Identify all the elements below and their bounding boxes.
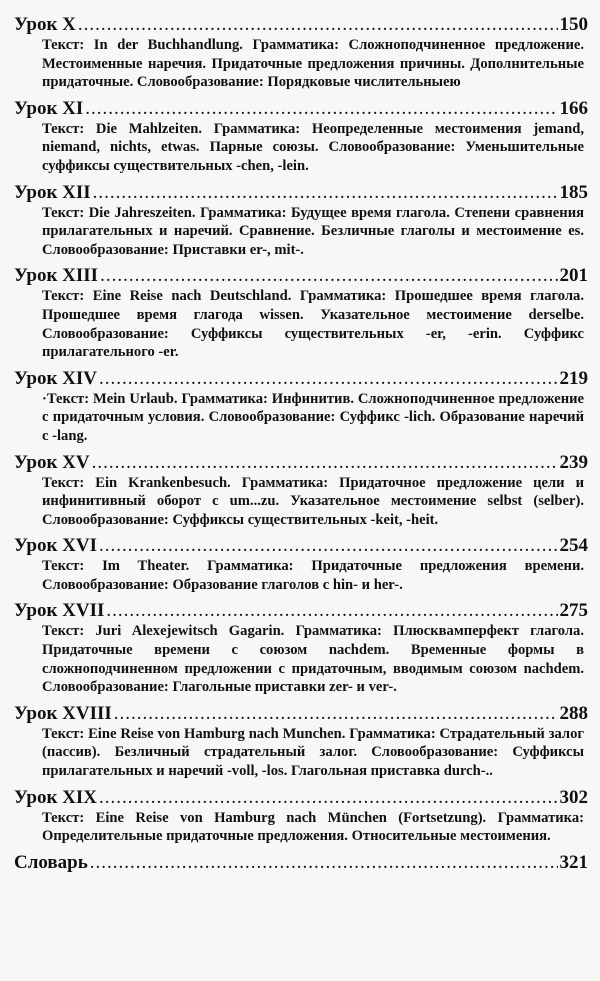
lesson-title: Урок XVII	[14, 600, 105, 622]
toc-heading	[14, 14, 588, 36]
lesson-description: Текст: Eine Reise von Hamburg nach München (Fortsetzung). Грамматика: Определительные придаточные предложения. Относительные местоимения.	[42, 809, 584, 845]
page-number: 288	[559, 702, 588, 724]
toc-heading	[14, 265, 588, 287]
toc-heading	[14, 535, 588, 557]
dot-leader	[93, 182, 558, 204]
toc-heading	[14, 98, 588, 120]
toc-entry-lesson-10	[14, 14, 588, 92]
lesson-title: Урок XIV	[14, 367, 97, 389]
lesson-description: Текст: In der Buchhandlung. Грамматика: Сложноподчиненное предложение. Местоименные наречия. Придаточные предложения причины. Дополнительные придаточные. Словообразование: Порядковые числительныею	[42, 37, 584, 91]
toc-heading	[14, 452, 588, 474]
dot-leader	[99, 368, 558, 390]
dot-leader	[99, 787, 558, 809]
dot-leader	[106, 600, 557, 622]
lesson-description: Текст: Eine Reise nach Deutschland. Грамматика: Прошедшее время глагола. Прошедшее время глагода wissen. Указательное местоимение derselbe. Словообразование: Суффиксы существительных -er, -erin. Суффикс прилагательного -er.	[42, 288, 584, 361]
page-number: 302	[559, 786, 588, 808]
lesson-title: Урок XI	[14, 97, 84, 119]
toc-entry-dictionary	[14, 852, 588, 874]
lesson-description: Текст: Im Theater. Грамматика: Придаточные предложения времени. Словообразование: Образование глаголов с hin- и her-.	[42, 558, 584, 593]
dot-leader	[92, 452, 558, 474]
toc-heading	[14, 368, 588, 390]
toc-entry-lesson-11	[14, 98, 588, 176]
toc-entry-lesson-12	[14, 182, 588, 260]
lesson-description: Текст: Die Jahreszeiten. Грамматика: Будущее время глагола. Степени сравнения прилагательных и наречий. Сравнение. Безличные глаголы и местоимение es. Словообразование: Приставки er-, mit-.	[42, 204, 584, 258]
lesson-title: Урок XV	[14, 451, 90, 473]
dot-leader	[100, 265, 557, 287]
page-number: 219	[559, 367, 588, 389]
lesson-title: Урок X	[14, 14, 76, 35]
page-number: 185	[559, 181, 588, 203]
page-number: 254	[559, 535, 588, 557]
dot-leader	[114, 703, 558, 725]
lesson-title: Урок XII	[14, 181, 91, 203]
lesson-title: Урок XVI	[14, 535, 97, 557]
page-number: 321	[559, 851, 588, 873]
toc-entry-lesson-13	[14, 265, 588, 361]
toc-heading	[14, 787, 588, 809]
page-number: 239	[559, 451, 588, 473]
page-number: 275	[559, 600, 588, 622]
page-number: 201	[559, 265, 588, 287]
dictionary-title: Словарь	[14, 851, 88, 873]
toc-entry-lesson-17	[14, 600, 588, 696]
lesson-description: Текст: Juri Alexejewitsch Gagarin. Грамматика: Плюсквамперфект глагола. Придаточные времени с союзом nachdem. Временные формы в сложноподчиненном предложении с придаточным, вводимым союзом nachdem. Словообразование: Глагольные приставки zer- и ver-.	[42, 623, 584, 696]
toc-entry-lesson-18	[14, 703, 588, 781]
lesson-description: Текст: Ein Krankenbesuch. Грамматика: Придаточное предложение цели и инфинитивный оборот с um...zu. Указательное местоимение selbst (selber). Словообразование: Суффиксы существительных -keit, -heit.	[42, 474, 584, 528]
toc-heading	[14, 182, 588, 204]
toc-heading	[14, 703, 588, 725]
toc-entry-lesson-14	[14, 368, 588, 446]
dot-leader	[90, 852, 558, 874]
lesson-title: Урок XIII	[14, 265, 99, 287]
lesson-title: Урок XVIII	[14, 702, 112, 724]
toc-entry-lesson-15	[14, 452, 588, 530]
page-number: 166	[559, 97, 588, 119]
dot-leader	[99, 535, 558, 557]
toc-heading	[14, 600, 588, 622]
dot-leader	[78, 14, 558, 36]
toc-heading	[14, 852, 588, 874]
lesson-title: Урок XIX	[14, 786, 97, 808]
toc-entry-lesson-16	[14, 535, 588, 594]
lesson-description: ·Текст: Mein Urlaub. Грамматика: Инфинитив. Сложноподчиненное предложение с придаточным условия. Словообразование: Суффикс -lich. Образование наречий с -lang.	[42, 390, 584, 444]
page-number: 150	[559, 14, 588, 35]
dot-leader	[85, 98, 557, 120]
lesson-description: Текст: Die Mahlzeiten. Грамматика: Неопределенные местоимения jemand, niemand, nichts, etwas. Парные союзы. Словообразование: Уменьшительные суффиксы существительных -chen, -lein.	[42, 120, 584, 174]
toc-entry-lesson-19	[14, 787, 588, 846]
lesson-description: Текст: Eine Reise von Hamburg nach Munchen. Грамматика: Страдательный залог (пассив). Безличный страдательный залог. Словообразование: Суффиксы прилагательных и наречий -voll, -los. Глагольная приставка durch-..	[42, 725, 584, 780]
